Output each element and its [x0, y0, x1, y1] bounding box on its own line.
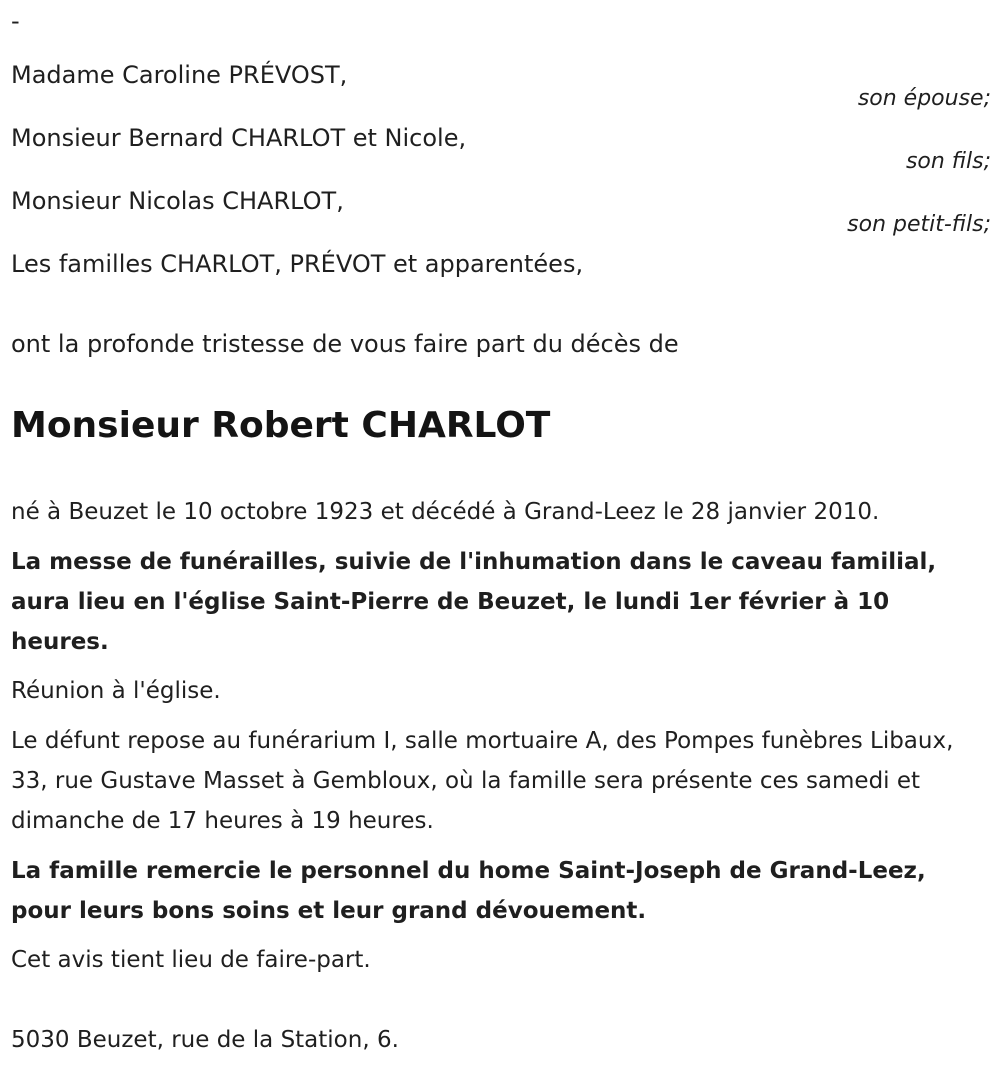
deceased-name: Monsieur Robert CHARLOT [11, 405, 551, 446]
address-line: 5030 Beuzet, rue de la Station, 6. [11, 1027, 399, 1053]
meeting-line: Réunion à l'église. [11, 678, 221, 704]
relative-name: Monsieur Bernard CHARLOT et Nicole, [11, 124, 467, 152]
relative-role: son épouse; [857, 86, 991, 111]
relative-entry-son [11, 123, 991, 183]
relative-entry-spouse [11, 60, 991, 120]
separator-dash: - [11, 7, 20, 35]
relative-name: Monsieur Nicolas CHARLOT, [11, 187, 344, 215]
relative-entry-grandson [11, 186, 991, 246]
thanks-paragraph: La famille remercie le personnel du home Saint-Joseph de Grand-Leez, pour leurs bons soins et leur grand dévouement. [11, 858, 926, 924]
notice-line: Cet avis tient lieu de faire-part. [11, 947, 371, 973]
relative-role: son fils; [905, 149, 991, 174]
funeral-notice: La messe de funérailles, suivie de l'inhumation dans le caveau familial, aura lieu en l'église Saint-Pierre de Beuzet, le lundi 1er février à 10 heures. [11, 549, 937, 655]
relative-role: son petit-fils; [847, 212, 991, 237]
repose-paragraph: Le défunt repose au funérarium I, salle mortuaire A, des Pompes funèbres Libaux, 33, rue Gustave Masset à Gembloux, où la famille sera présente ces samedi et dimanche de 17 heures à 19 heures. [11, 728, 954, 834]
families-line: Les familles CHARLOT, PRÉVOT et apparentées, [11, 250, 584, 278]
birth-death-line: né à Beuzet le 10 octobre 1923 et décédé à Grand-Leez le 28 janvier 2010. [11, 499, 880, 525]
relative-name: Madame Caroline PRÉVOST, [11, 61, 348, 89]
announcement-line: ont la profonde tristesse de vous faire part du décès de [11, 330, 679, 358]
